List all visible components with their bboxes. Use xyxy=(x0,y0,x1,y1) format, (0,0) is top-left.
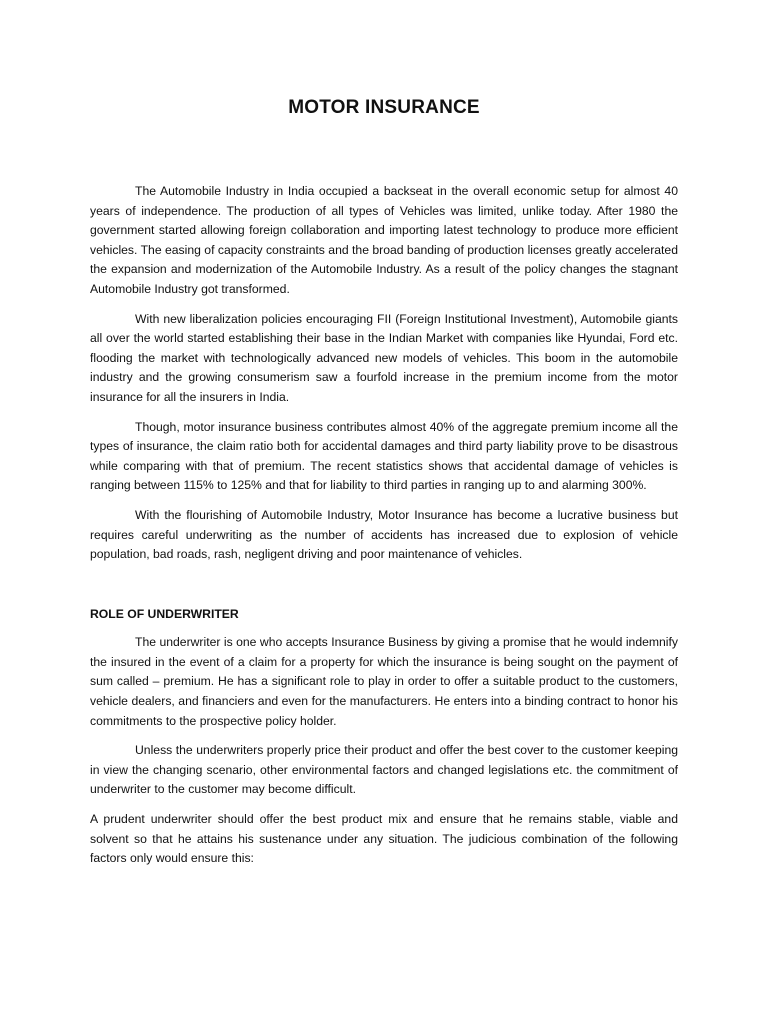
document-page xyxy=(90,0,678,869)
paragraph-underwriter-definition: The underwriter is one who accepts Insurance Business by giving a promise that he would indemnify the insured in the event of a claim for a property for which the insurance is being sought on the payment of sum called – premium. He has a significant role to play in order to offer a suitable product to the customers, vehicle dealers, and financiers and even for the manufacturers. He enters into a binding contract to honor his commitments to the prospective policy holder. xyxy=(90,635,678,728)
section-heading-role-of-underwriter: ROLE OF UNDERWRITER xyxy=(90,606,239,621)
paragraph-claim-ratio: Though, motor insurance business contributes almost 40% of the aggregate premium income all the types of insurance, the claim ratio both for accidental damages and third party liability prove to be disastrous while comparing with that of premium. The recent statistics shows that accidental damage of vehicles is ranging between 115% to 125% and that for liability to third parties in ranging up to and alarming 300%. xyxy=(90,419,678,493)
paragraph-prudent-underwriter: A prudent underwriter should offer the best product mix and ensure that he remains stable, viable and solvent so that he attains his sustenance under any situation. The judicious combination of the following factors only would ensure this: xyxy=(90,812,678,866)
page-title: MOTOR INSURANCE xyxy=(288,97,480,118)
paragraph-automobile-industry-history: The Automobile Industry in India occupied a backseat in the overall economic setup for almost 40 years of independence. The production of all types of Vehicles was limited, unlike today. After 1980 the government started allowing foreign collaboration and importing latest technology to produce more efficient vehicles. The easing of capacity constraints and the broad banding of production licenses greatly accelerated the expansion and modernization of the Automobile Industry. As a result of the policy changes the stagnant Automobile Industry got transformed. xyxy=(90,184,678,296)
paragraph-careful-underwriting: With the flourishing of Automobile Industry, Motor Insurance has become a lucrative business but requires careful underwriting as the number of accidents has increased due to explosion of vehicle population, bad roads, rash, negligent driving and poor maintenance of vehicles. xyxy=(90,507,678,562)
paragraph-pricing-product: Unless the underwriters properly price their product and offer the best cover to the customer keeping in view the changing scenario, other environmental factors and changed legislations etc. the commitment of underwriter to the customer may become difficult. xyxy=(90,743,678,797)
paragraph-liberalization-policies: With new liberalization policies encouraging FII (Foreign Institutional Investment), Automobile giants all over the world started establishing their base in the Indian Market with companies like Hyundai, Ford etc. flooding the market with technologically advanced new models of vehicles. This boom in the automobile industry and the growing consumerism saw a fourfold increase in the premium income from the motor insurance for all the insurers in India. xyxy=(90,311,678,404)
